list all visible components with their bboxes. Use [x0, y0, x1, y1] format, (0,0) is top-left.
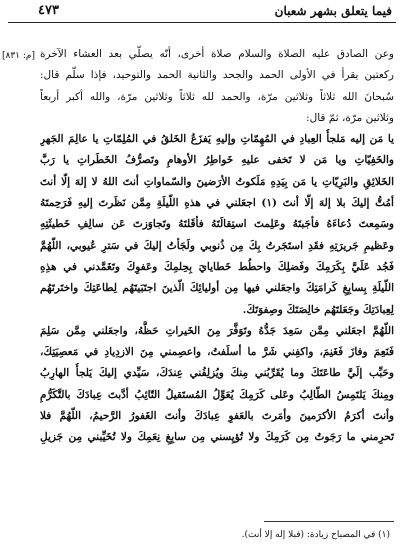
prayer-line: تَحرِمني ما رَجَوتُ مِن كَرَمِكَ ولا تُؤيِسني مِن سابِغِ نِعَمِكَ ولا تُخَيِّبني مِن جَزيلِ [40, 431, 394, 444]
prayer-line: وأنتَ أكرَمُ الأكرَمينَ وأمَرتَ بالعَفوِ عِبادَكَ وأنتَ الغَفورُ الرَّحيمُ، اللّهُمَّ فلا [40, 410, 394, 423]
text-line: وثلاثين مرّة، ثمّ قال: [306, 111, 394, 124]
main-text [40, 44, 394, 449]
prayer-line: وعَظيمِ جَريرَتِهِ فقَدِ استَجَرتُ بِكَ مِن ذُنوبي ولَجَأتُ إليكَ في سَترِ عُيوبي، اللّهُمَّ [40, 239, 394, 252]
prayer-line: لِعِبادَتِكَ وجَعَلتَهُم خالِصَتَكَ وصِفوَتَكَ. [242, 303, 394, 316]
prayer-line: وحَبِّب إلَيَّ طاعَتَكَ وما يُقَرِّبُني مِنكَ ويُزلِفُني عِندَكَ، سَيِّدي إليكَ يَلجأُ الهارِبُ [40, 367, 394, 380]
prayer-line: وسَمِعتَ دُعاءَهُ فأجَبتَهُ وعَلِمتَ استِقالَتَهُ فأقَلتَهُ وتَجاوَزتَ عَن سالِفِ خَطيئَتِهِ [40, 218, 394, 231]
prayer-line: يا مَن إليه مَلجأُ العِبادِ في المُهِمّاتِ وإليهِ يَفزَعُ الخَلقُ في المُلِمّاتِ يا عالِمَ الجَهرِ [40, 133, 394, 146]
footnote: (١) في المصباح زيادة: (فبلا إله إلا أنت). [241, 530, 390, 540]
text-line: سُبحانَ الله ثلاثاً وثلاثين مرّة، والحمد لله ثلاثاً وثلاثين مرّة، والله أكبر أربعاً [40, 90, 394, 103]
prayer-line: والخَفِيّاتِ ويا مَن لا تَخفى عليهِ خَواطِرُ الأوهامِ وتَصرُّفُ الخَطَراتِ يا رَبَّ [40, 154, 394, 167]
prayer-line: أمُتُّ إليكَ بلا إلهَ إلّا أنتَ (١) اجعَلني في هذهِ اللّيلَةِ مِمَّن نَظَرتَ إليهِ فَرَحِمتَهُ [40, 197, 394, 210]
prayer-line: اللّهُمَّ اجعَلني مِمَّن سَعِدَ جَدُّهُ وتَوَفَّرَ مِنَ الخَيراتِ حَظُّهُ، واجعَلني مِمَّن سَلِمَ [40, 324, 394, 337]
margin-reference: [م: ٨٣١] [2, 51, 36, 61]
footnote-rule [264, 521, 394, 522]
running-header [8, 4, 396, 22]
running-title: فيما يتعلق بشهر شعبان [274, 4, 392, 18]
prayer-line: اللّيلَةِ بِسابِغِ كَرامَتِكَ واجعَلني فيها مِن أوليائِكَ الّذينَ اجتَبَيتَهُم لِطاعَتِكَ واختَرتَهُم [40, 282, 394, 295]
prayer-line: فَجُد عَلَيَّ بِكَرَمِكَ وفَضلِكَ واحطُط خَطايايَ بِحِلمِكَ وعَفوِكَ وتَغَمَّدني في هذِهِ [40, 260, 394, 273]
prayer-line: ومِنكَ يَلتَمِسُ الطّالِبُ وعَلى كَرَمِكَ يُعَوِّلُ المُستَقيلُ التّائِبُ أدَّبتَ عِبادَكَ بالتَّكَرُّمِ [40, 388, 394, 401]
header-rule [8, 22, 396, 23]
page-number: ٤٧٣ [38, 3, 59, 18]
text-line: وعن الصادق عليه الصلاة والسلام صلاة أخرى، أنّه يصلّي بعد العشاء الآخرة [40, 48, 394, 60]
prayer-line: الخَلائِقِ والبَرِيّاتِ يا مَن بِيَدِهِ مَلَكوتُ الأرَضينَ والسّماواتِ أنتَ اللهُ لا إلهَ إلّا أنتَ [40, 175, 394, 188]
prayer-line: فَنَعِمَ وفازَ فَغَنِمَ، واكفِني شَرَّ ما أسلَفتُ، واعصِمني مِنَ الازدِيادِ في مَعصِيَتِكَ، [40, 346, 394, 359]
text-line: ركعتين يقرأ في الأولى الحمد والجحد والثانية الحمد والتوحيد، فإذا سلّم قال: [40, 69, 394, 82]
